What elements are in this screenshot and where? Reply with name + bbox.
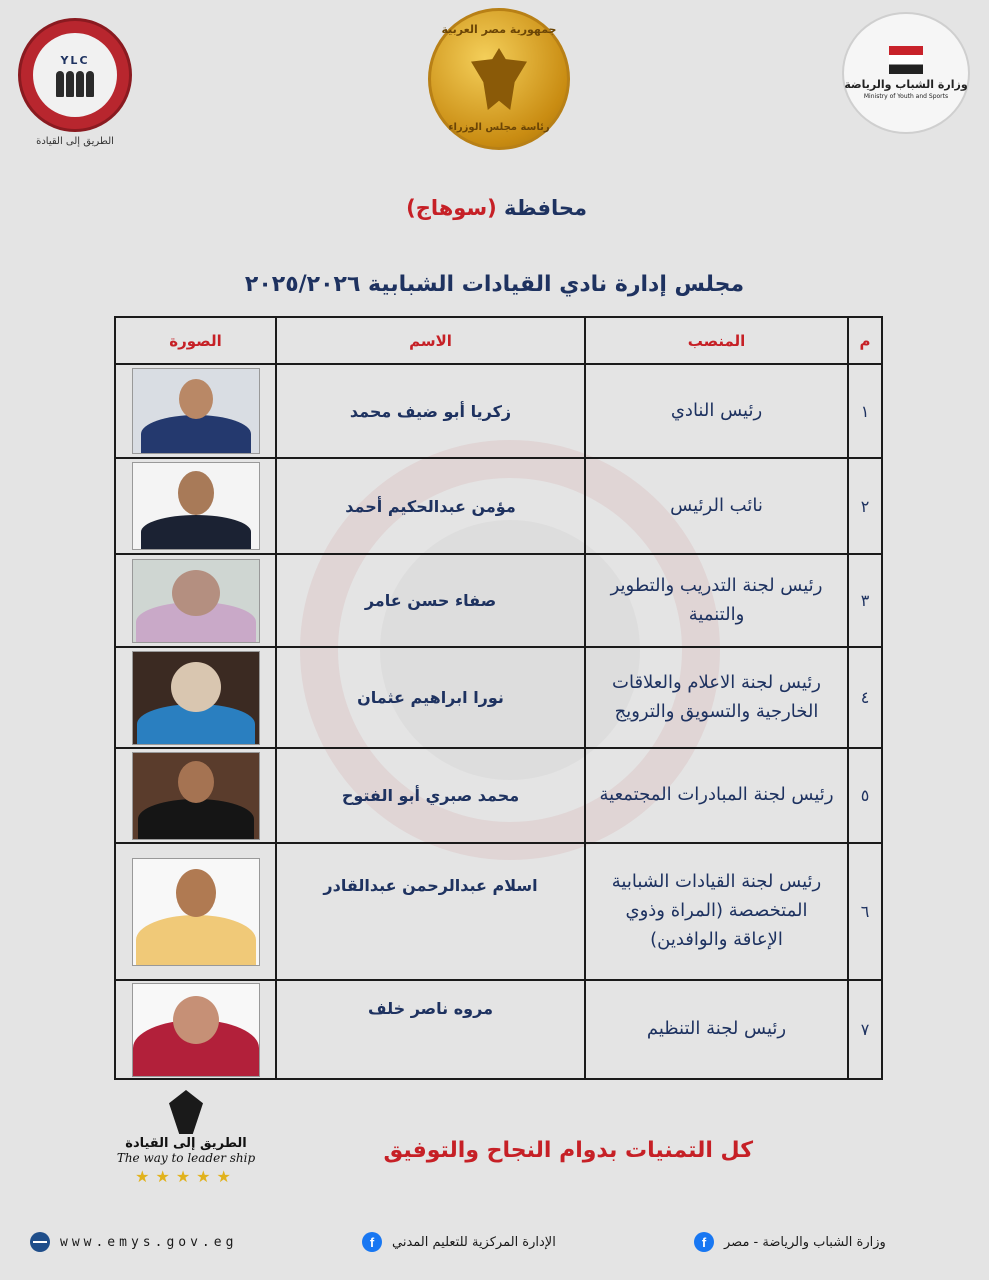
board-table (114, 316, 883, 1080)
header-number: م (859, 331, 871, 350)
table-row (116, 459, 881, 555)
member-position: رئيس لجنة القيادات الشبابية المتخصصة (المراة وذوي الإعاقة والوافدين) (586, 844, 849, 979)
photo-cell (116, 365, 277, 457)
member-name: اسلام عبدالرحمن عبدالقادر (277, 844, 586, 979)
department-text: الإدارة المركزية للتعليم المدني (392, 1234, 556, 1250)
slogan-en: The way to leader ship (116, 1151, 256, 1165)
cabinet-seal-logo (428, 8, 570, 150)
header-position: المنصب (586, 318, 849, 363)
member-photo (132, 858, 260, 966)
seal-bottom-text: رئاسة مجلس الوزراء (448, 122, 550, 133)
table-row (116, 844, 881, 981)
table-row (116, 981, 881, 1078)
photo-cell (116, 648, 277, 747)
facebook-icon: f (694, 1232, 714, 1252)
ministry-logo (842, 12, 970, 134)
member-name: محمد صبري أبو الفتوح (277, 749, 586, 842)
member-photo (132, 368, 260, 454)
stars-icon: ★★★★★ (135, 1167, 237, 1186)
table-row (116, 555, 881, 648)
row-number: ١ (860, 401, 870, 421)
table-row (116, 648, 881, 749)
website-text: www.emys.gov.eg (60, 1234, 238, 1250)
header-photo: الصورة (116, 318, 277, 363)
people-icon (56, 71, 94, 97)
header-name: الاسم (277, 318, 586, 363)
row-number: ٤ (860, 688, 870, 707)
member-position: نائب الرئيس (586, 459, 849, 553)
seal-top-text: جمهورية مصر العربية (441, 23, 557, 36)
governorate-name: (سوهاج) (406, 196, 497, 220)
table-header-row (116, 318, 881, 365)
page-title: مجلس إدارة نادي القيادات الشبابية ٢٠٢٥/٢٠٢٦ (244, 272, 745, 297)
row-number: ٥ (860, 786, 870, 805)
leader-mark-icon (169, 1090, 203, 1134)
ministry-logo-ar: وزارة الشباب والرياضة (844, 78, 968, 91)
ylc-club-logo (18, 18, 132, 147)
member-name: صفاء حسن عامر (277, 555, 586, 646)
table-row (116, 365, 881, 459)
member-position: رئيس لجنة التدريب والتطوير والتنمية (586, 555, 849, 646)
photo-cell (116, 981, 277, 1078)
photo-cell (116, 555, 277, 646)
member-position: رئيس النادي (586, 365, 849, 457)
row-number: ٢ (860, 496, 870, 516)
governorate-title (406, 196, 587, 220)
eagle-icon (471, 48, 527, 110)
member-photo (132, 752, 260, 840)
ministry-text: وزارة الشباب والرياضة - مصر (724, 1234, 886, 1250)
member-name: مؤمن عبدالحكيم أحمد (277, 459, 586, 553)
facebook-icon: f (362, 1232, 382, 1252)
slogan-ar: الطريق إلى القيادة (125, 1136, 247, 1151)
footer-bar (0, 1232, 989, 1258)
member-name: زكريا أبو ضيف محمد (277, 365, 586, 457)
member-position: رئيس لجنة الاعلام والعلاقات الخارجية والتسويق والترويج (586, 648, 849, 747)
row-number: ٧ (860, 1020, 870, 1039)
member-position: رئيس لجنة المبادرات المجتمعية (586, 749, 849, 842)
row-number: ٣ (860, 591, 870, 610)
wishes-text: كل التمنيات بدوام النجاح والتوفيق (383, 1138, 753, 1163)
ylc-logo-text: YLC (60, 53, 90, 67)
member-position: رئيس لجنة التنظيم (586, 981, 849, 1078)
globe-icon (30, 1232, 50, 1252)
ministry-facebook-link[interactable] (694, 1232, 886, 1252)
member-photo (132, 462, 260, 550)
member-name: نورا ابراهيم عثمان (277, 648, 586, 747)
website-link[interactable] (30, 1232, 237, 1252)
photo-cell (116, 749, 277, 842)
member-photo (132, 559, 260, 643)
row-number: ٦ (860, 902, 870, 921)
member-photo (132, 651, 260, 745)
leadership-slogan-logo (116, 1090, 256, 1202)
governorate-label: محافظة (504, 196, 587, 220)
photo-cell (116, 459, 277, 553)
ministry-logo-en: Ministry of Youth and Sports (863, 93, 949, 100)
ylc-logo-slogan: الطريق إلى القيادة (36, 136, 114, 147)
member-photo (132, 983, 260, 1077)
photo-cell (116, 844, 277, 979)
department-facebook-link[interactable] (362, 1232, 556, 1252)
table-row (116, 749, 881, 844)
egypt-flag-icon (889, 46, 923, 74)
member-name: مروه ناصر خلف (277, 981, 586, 1078)
